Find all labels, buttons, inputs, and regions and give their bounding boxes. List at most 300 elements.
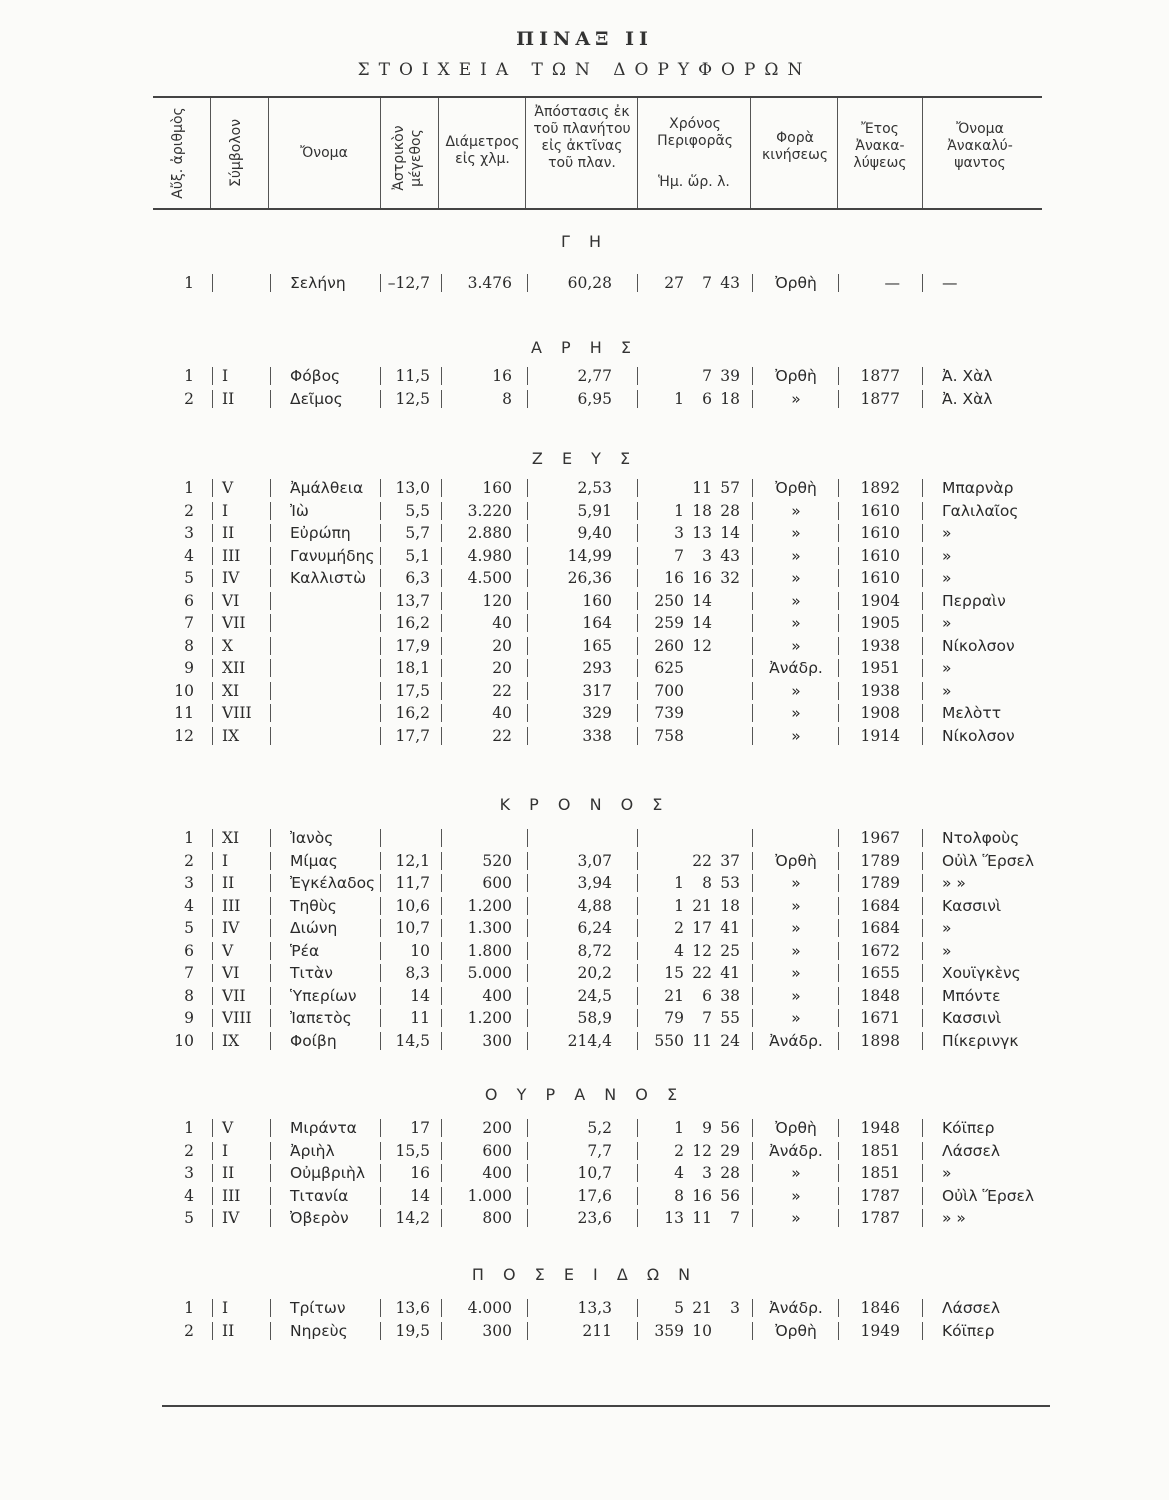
column-separator [212, 547, 213, 565]
cell-mag: 18,1 [395, 659, 430, 677]
column-separator [838, 1187, 839, 1205]
cell-year: 1877 [860, 389, 900, 408]
cell-disc: Λάσσελ [942, 1141, 1001, 1160]
column-separator [212, 659, 213, 677]
column-separator [752, 1119, 753, 1137]
column-separator [527, 897, 528, 915]
cell-dia: 4.000 [467, 1299, 512, 1317]
cell-disc: Νίκολσον [942, 636, 1015, 655]
cell-h: 9 [702, 1119, 712, 1137]
cell-d: 1 [674, 1119, 684, 1137]
cell-h: 13 [692, 524, 712, 542]
cell-d: 1 [674, 501, 684, 520]
section-title: Κ Ρ Ο Ν Ο Σ [499, 795, 670, 814]
column-separator [752, 829, 753, 847]
cell-disc: » [942, 546, 952, 565]
cell-dia: 1.000 [467, 1186, 512, 1205]
cell-sym: II [222, 1164, 235, 1182]
cell-motion: » [791, 1164, 801, 1182]
cell-d: 700 [654, 681, 684, 700]
column-separator [527, 964, 528, 982]
cell-m: 24 [720, 1031, 740, 1050]
column-separator [441, 852, 442, 870]
cell-year: 1914 [860, 726, 900, 745]
column-separator [838, 502, 839, 520]
cell-disc: » [942, 659, 952, 677]
cell-sym: IX [222, 1031, 240, 1050]
header-discoverer: Ὄνομα Ἀνακαλύ- ψαντος [947, 121, 1013, 171]
cell-dia: 600 [482, 1141, 512, 1160]
cell-m: 43 [720, 546, 740, 565]
column-separator [637, 502, 638, 520]
cell-n: 5 [184, 1209, 194, 1227]
cell-dia: 22 [492, 726, 512, 745]
column-separator [637, 1299, 638, 1317]
column-separator [838, 1322, 839, 1340]
cell-h: 12 [692, 1141, 712, 1160]
column-separator [637, 1142, 638, 1160]
column-separator [270, 727, 271, 745]
column-separator [922, 1322, 923, 1340]
column-separator [441, 637, 442, 655]
column-separator [212, 637, 213, 655]
cell-n: 1 [184, 479, 194, 497]
cell-name: Φόβος [290, 367, 341, 385]
cell-year: 1967 [860, 829, 900, 847]
column-separator [637, 367, 638, 385]
column-separator [838, 829, 839, 847]
cell-sym: IV [222, 569, 240, 587]
column-separator [212, 704, 213, 722]
cell-dia: 520 [482, 851, 512, 870]
column-separator [270, 1032, 271, 1050]
column-separator [270, 987, 271, 1005]
column-separator [838, 637, 839, 655]
cell-motion: » [791, 1009, 801, 1027]
section-title: Α Ρ Η Σ [531, 338, 638, 357]
cell-dia: 400 [482, 1164, 512, 1182]
cell-n: 1 [184, 274, 194, 292]
cell-dist: 26,36 [567, 569, 612, 587]
cell-name: Ῥέα [290, 941, 320, 960]
cell-dist: 13,3 [577, 1299, 612, 1317]
cell-m: 53 [720, 874, 740, 892]
column-separator [637, 964, 638, 982]
cell-d: 550 [654, 1031, 684, 1050]
cell-n: 12 [174, 726, 194, 745]
cell-dia: 200 [482, 1119, 512, 1137]
column-separator [838, 1209, 839, 1227]
column-separator [752, 704, 753, 722]
cell-dia: 800 [482, 1209, 512, 1227]
cell-h: 11 [692, 1031, 712, 1050]
cell-mag: 12,1 [395, 851, 430, 870]
cell-m: 56 [720, 1119, 740, 1137]
column-separator [637, 704, 638, 722]
cell-dia: 400 [482, 986, 512, 1005]
column-separator [752, 524, 753, 542]
cell-year: 1892 [860, 479, 900, 497]
column-separator [380, 987, 381, 1005]
column-separator [380, 852, 381, 870]
column-separator [441, 1322, 442, 1340]
cell-mag: 19,5 [395, 1321, 430, 1340]
column-separator [270, 592, 271, 610]
column-separator [380, 1142, 381, 1160]
column-separator [922, 367, 923, 385]
column-separator [838, 569, 839, 587]
column-separator [270, 1142, 271, 1160]
cell-m: 25 [720, 941, 740, 960]
cell-n: 6 [184, 591, 194, 610]
column-separator [838, 919, 839, 937]
column-separator [838, 897, 839, 915]
column-separator [838, 1142, 839, 1160]
cell-h: 11 [692, 479, 712, 497]
column-separator [527, 1299, 528, 1317]
column-separator [441, 1187, 442, 1205]
cell-dia: 600 [482, 874, 512, 892]
cell-sym: VIII [222, 1009, 252, 1027]
column-separator [922, 637, 923, 655]
cell-dia: 300 [482, 1031, 512, 1050]
column-separator [752, 1009, 753, 1027]
cell-name: Σελήνη [290, 274, 346, 292]
column-separator [270, 524, 271, 542]
cell-name: Ὀβερὸν [290, 1209, 349, 1227]
cell-dist: 7,7 [587, 1141, 612, 1160]
cell-motion: Ἀνάδρ. [769, 659, 823, 677]
column-separator [380, 682, 381, 700]
column-separator [270, 1009, 271, 1027]
cell-d: 79 [664, 1009, 684, 1027]
cell-m: 14 [720, 524, 740, 542]
column-separator [270, 1322, 271, 1340]
column-separator [838, 614, 839, 632]
cell-motion: » [791, 964, 801, 982]
column-separator [270, 704, 271, 722]
cell-sym: VII [222, 986, 246, 1005]
cell-d: 8 [674, 1186, 684, 1205]
cell-h: 18 [692, 501, 712, 520]
cell-sym: I [222, 501, 229, 520]
cell-mag: 13,0 [395, 479, 430, 497]
column-separator [922, 524, 923, 542]
column-separator [212, 727, 213, 745]
column-separator [380, 942, 381, 960]
header-separator [922, 98, 923, 208]
cell-sym: V [222, 479, 234, 497]
cell-h: 6 [702, 986, 712, 1005]
column-separator [270, 829, 271, 847]
cell-n: 1 [184, 1299, 194, 1317]
column-separator [752, 727, 753, 745]
cell-d: 3 [674, 524, 684, 542]
column-separator [380, 569, 381, 587]
cell-motion: Ἀνάδρ. [769, 1299, 823, 1317]
cell-year: 1846 [860, 1299, 900, 1317]
column-separator [637, 682, 638, 700]
column-separator [270, 547, 271, 565]
column-separator [838, 274, 839, 292]
column-separator [212, 367, 213, 385]
cell-year: 1951 [860, 659, 900, 677]
cell-n: 11 [174, 704, 194, 722]
column-separator [838, 964, 839, 982]
header-separator [380, 98, 381, 208]
column-separator [212, 942, 213, 960]
cell-dist: 14,99 [567, 546, 612, 565]
cell-m: 43 [720, 274, 740, 292]
cell-h: 17 [692, 919, 712, 937]
cell-dia: 120 [482, 591, 512, 610]
cell-year: 1655 [860, 964, 900, 982]
cell-n: 8 [184, 636, 194, 655]
column-separator [441, 704, 442, 722]
cell-disc: » [942, 941, 952, 960]
cell-motion: » [791, 919, 801, 937]
column-separator [212, 829, 213, 847]
column-separator [441, 942, 442, 960]
cell-disc: Μπαρνὰρ [942, 479, 1014, 497]
column-separator [527, 987, 528, 1005]
cell-year: 1610 [860, 524, 900, 542]
cell-d: 359 [654, 1321, 684, 1340]
cell-sym: II [222, 389, 235, 408]
cell-sym: VII [222, 614, 246, 632]
cell-year: 1789 [860, 874, 900, 892]
column-separator [380, 1322, 381, 1340]
cell-disc: » » [942, 1209, 966, 1227]
column-separator [637, 987, 638, 1005]
header-separator [837, 98, 838, 208]
column-separator [380, 897, 381, 915]
section-title: Ο Υ Ρ Α Ν Ο Σ [484, 1085, 685, 1104]
cell-motion: » [791, 501, 801, 520]
header-separator [210, 98, 211, 208]
column-separator [270, 942, 271, 960]
column-separator [380, 592, 381, 610]
cell-dia: 22 [492, 681, 512, 700]
column-separator [270, 390, 271, 408]
cell-d: 1 [674, 874, 684, 892]
cell-disc: Μελὸττ [942, 704, 1002, 722]
cell-sym: I [222, 367, 229, 385]
header-bottom-rule [153, 208, 1042, 210]
column-separator [527, 614, 528, 632]
cell-motion: » [791, 941, 801, 960]
cell-dia: 20 [492, 636, 512, 655]
cell-name: Τηθὺς [290, 896, 337, 915]
cell-disc: — [942, 274, 958, 292]
cell-mag: 11 [410, 1009, 430, 1027]
cell-name: Τιτανία [290, 1186, 349, 1205]
column-separator [212, 502, 213, 520]
cell-m: 18 [720, 389, 740, 408]
cell-year: 1789 [860, 851, 900, 870]
column-separator [637, 1209, 638, 1227]
cell-disc: Περραὶν [942, 591, 1006, 610]
column-separator [380, 964, 381, 982]
cell-dia: 1.800 [467, 941, 512, 960]
cell-dist: 9,40 [577, 524, 612, 542]
cell-dist: 6,95 [577, 389, 612, 408]
cell-dist: 211 [582, 1321, 612, 1340]
cell-name: Διώνη [290, 919, 338, 937]
section-title: Π Ο Σ Ε Ι Δ Ω Ν [471, 1265, 698, 1284]
cell-dia: 4.500 [467, 569, 512, 587]
cell-dist: 165 [582, 636, 612, 655]
cell-motion: Ὀρθὴ [775, 367, 817, 385]
cell-n: 9 [184, 659, 194, 677]
cell-dia: 40 [492, 704, 512, 722]
cell-disc: Κασσινὶ [942, 1009, 1002, 1027]
column-separator [922, 987, 923, 1005]
column-separator [752, 1209, 753, 1227]
column-separator [441, 592, 442, 610]
cell-m: 41 [720, 919, 740, 937]
column-separator [922, 897, 923, 915]
cell-n: 2 [184, 851, 194, 870]
column-separator [637, 479, 638, 497]
header-top-rule [153, 96, 1042, 98]
cell-dist: 58,9 [577, 1009, 612, 1027]
column-separator [922, 1142, 923, 1160]
cell-dist: 214,4 [567, 1031, 612, 1050]
cell-n: 2 [184, 1141, 194, 1160]
column-separator [752, 637, 753, 655]
column-separator [527, 1322, 528, 1340]
column-separator [752, 367, 753, 385]
column-separator [527, 367, 528, 385]
cell-m: 28 [720, 501, 740, 520]
cell-year: 1938 [860, 636, 900, 655]
column-separator [441, 390, 442, 408]
cell-motion: » [791, 569, 801, 587]
column-separator [212, 964, 213, 982]
cell-mag: 16 [410, 1164, 430, 1182]
column-separator [838, 874, 839, 892]
column-separator [441, 614, 442, 632]
column-separator [922, 829, 923, 847]
column-separator [270, 852, 271, 870]
column-separator [270, 897, 271, 915]
cell-mag: –12,7 [387, 274, 430, 292]
column-separator [527, 1142, 528, 1160]
column-separator [637, 524, 638, 542]
cell-year: 1610 [860, 501, 900, 520]
cell-n: 4 [184, 896, 194, 915]
column-separator [380, 1009, 381, 1027]
column-separator [838, 367, 839, 385]
cell-year: 1787 [860, 1186, 900, 1205]
cell-dia: 160 [482, 479, 512, 497]
column-separator [212, 274, 213, 292]
header-name: Ὄνομα [300, 145, 348, 161]
column-separator [212, 479, 213, 497]
cell-n: 1 [184, 829, 194, 847]
header-separator [525, 98, 526, 208]
cell-dia: 1.300 [467, 919, 512, 937]
cell-dia: 3.476 [467, 274, 512, 292]
section-title: Γ Η [560, 232, 609, 251]
cell-mag: 10,6 [395, 896, 430, 915]
column-separator [270, 682, 271, 700]
column-separator [922, 704, 923, 722]
column-separator [922, 852, 923, 870]
cell-name: Δεῖμος [290, 389, 343, 408]
cell-mag: 17,5 [395, 681, 430, 700]
column-separator [838, 390, 839, 408]
cell-mag: 6,3 [405, 569, 430, 587]
cell-d: 259 [654, 614, 684, 632]
column-separator [380, 1299, 381, 1317]
cell-m: 56 [720, 1186, 740, 1205]
column-separator [922, 502, 923, 520]
cell-dist: 317 [582, 681, 612, 700]
column-separator [212, 1142, 213, 1160]
column-separator [527, 942, 528, 960]
column-separator [380, 659, 381, 677]
column-separator [441, 569, 442, 587]
column-separator [441, 1299, 442, 1317]
cell-sym: XI [222, 829, 240, 847]
cell-name: Μιράντα [290, 1119, 357, 1137]
cell-sym: I [222, 1299, 229, 1317]
cell-n: 2 [184, 501, 194, 520]
cell-h: 12 [692, 941, 712, 960]
column-separator [380, 1209, 381, 1227]
column-separator [270, 964, 271, 982]
column-separator [922, 1009, 923, 1027]
column-separator [752, 502, 753, 520]
column-separator [838, 592, 839, 610]
cell-h: 16 [692, 569, 712, 587]
cell-name: Φοίβη [290, 1031, 337, 1050]
column-separator [270, 614, 271, 632]
cell-h: 21 [692, 896, 712, 915]
column-separator [441, 274, 442, 292]
column-separator [752, 1322, 753, 1340]
cell-dist: 329 [582, 704, 612, 722]
cell-sym: VIII [222, 704, 252, 722]
column-separator [637, 592, 638, 610]
cell-mag: 14 [410, 986, 430, 1005]
header-number: Αὔξ. ἀριθμὸς [170, 107, 186, 199]
column-separator [838, 479, 839, 497]
cell-dia: 2.880 [467, 524, 512, 542]
cell-m: 29 [720, 1141, 740, 1160]
column-separator [527, 1187, 528, 1205]
cell-d: 4 [674, 941, 684, 960]
footer-rule [162, 1405, 1050, 1407]
cell-year: 1684 [860, 896, 900, 915]
cell-disc: Ντολφοὺς [942, 829, 1020, 847]
column-separator [637, 1322, 638, 1340]
column-separator [838, 727, 839, 745]
column-separator [838, 547, 839, 565]
cell-h: 14 [692, 614, 712, 632]
header-symbol: Σύμβολον [228, 118, 244, 188]
cell-disc: Πίκερινγκ [942, 1031, 1019, 1050]
cell-m: 3 [730, 1299, 740, 1317]
cell-disc: Χουϊγκὲνς [942, 964, 1021, 982]
cell-h: 7 [702, 274, 712, 292]
cell-h: 16 [692, 1186, 712, 1205]
cell-year: 1610 [860, 546, 900, 565]
column-separator [752, 682, 753, 700]
cell-year: 1908 [860, 704, 900, 722]
